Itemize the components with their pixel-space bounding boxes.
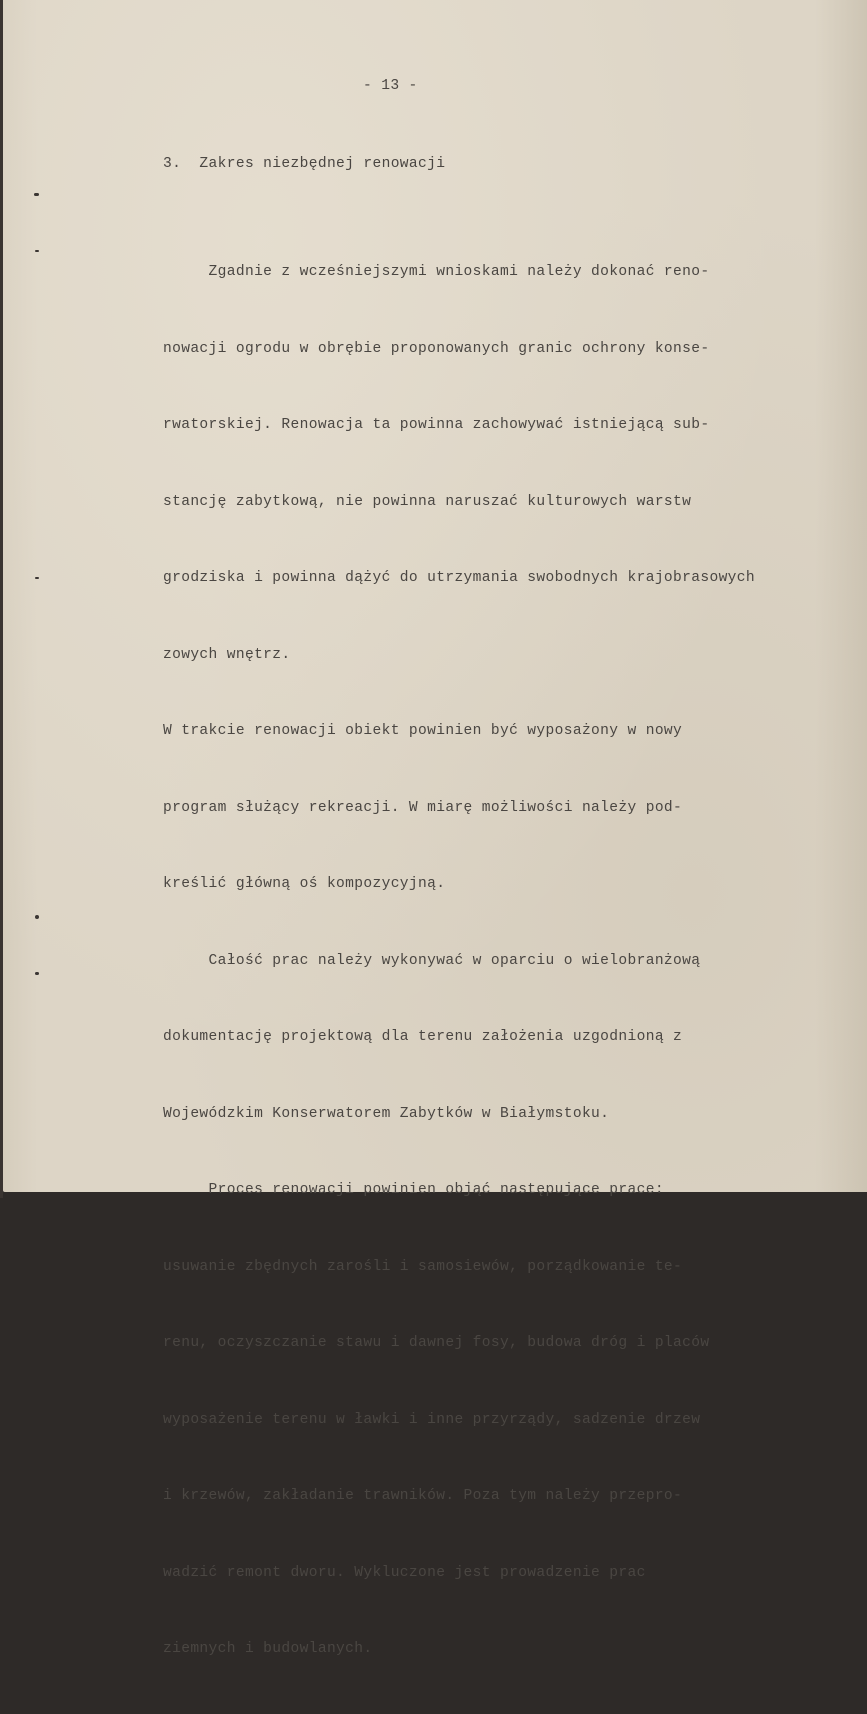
text-line: wadzić remont dworu. Wykluczone jest prowadzenie prac bbox=[163, 1564, 646, 1581]
binding-mark-icon bbox=[35, 915, 39, 919]
body-text bbox=[163, 209, 755, 1714]
text-line: dokumentację projektową dla terenu założenia uzgodnioną z bbox=[163, 1029, 683, 1045]
document-page bbox=[3, 0, 867, 1657]
text-line: usuwanie zbędnych zarośli i samosiewów, porządkowanie te- bbox=[163, 1258, 683, 1275]
text-line: rwatorskiej. Renowacja ta powinna zachowywać istniejącą sub- bbox=[163, 417, 710, 433]
binding-mark-icon bbox=[35, 250, 39, 252]
text-line: W trakcie renowacji obiekt powinien być wyposażony w nowy bbox=[163, 723, 683, 739]
binding-mark-icon bbox=[34, 193, 39, 196]
text-line: grodziska i powinna dążyć do utrzymania swobodnych krajobrasowych bbox=[163, 570, 755, 586]
text-line: Zgadnie z wcześniejszymi wnioskami należy dokonać reno- bbox=[163, 264, 710, 280]
text-line: program służący rekreacji. W miarę możliwości należy pod- bbox=[163, 799, 683, 816]
text-line: ziemnych i budowlanych. bbox=[163, 1641, 373, 1657]
text-line: i krzewów, zakładanie trawników. Poza tym należy przepro- bbox=[163, 1488, 683, 1504]
text-line: Całość prac należy wykonywać w oparciu o wielobranżową bbox=[163, 952, 701, 969]
text-line: stancję zabytkową, nie powinna naruszać kulturowych warstw bbox=[163, 493, 692, 510]
text-line: nowacji ogrodu w obrębie proponowanych granic ochrony konse- bbox=[163, 340, 710, 357]
text-line: renu, oczyszczanie stawu i dawnej fosy, budowa dróg i placów bbox=[163, 1335, 710, 1351]
section-heading: 3. Zakres niezbędnej renowacji bbox=[163, 156, 446, 172]
text-line: wyposażenie terenu w ławki i inne przyrządy, sadzenie drzew bbox=[163, 1411, 701, 1428]
binding-mark-icon bbox=[35, 972, 39, 975]
page-number: - 13 - bbox=[363, 78, 418, 94]
text-line: Wojewódzkim Konserwatorem Zabytków w Białymstoku. bbox=[163, 1105, 610, 1122]
text-line: kreślić główną oś kompozycyjną. bbox=[163, 876, 446, 892]
binding-mark-icon bbox=[35, 577, 39, 579]
text-line: zowych wnętrz. bbox=[163, 646, 291, 663]
text-line: Proces renowacji powinien objąć następujące prace: bbox=[163, 1182, 664, 1198]
